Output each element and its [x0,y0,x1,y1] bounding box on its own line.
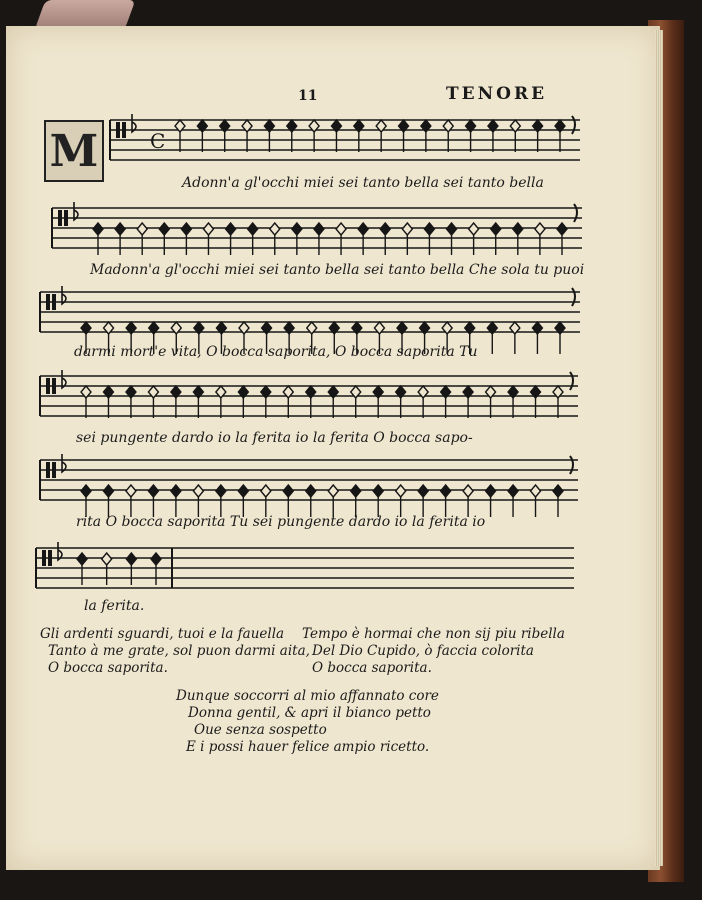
note-head [102,553,112,565]
note-head [137,223,147,235]
note-head [148,485,158,497]
note-head [126,553,136,565]
note-head [93,223,103,235]
flat-sign-icon [62,286,66,304]
note-head [216,485,226,497]
lyric-line-1: Adonn'a gl'occhi miei sei tanto bella sei tanto bella [182,175,544,191]
flat-sign-icon [62,370,66,388]
custos-icon [574,204,577,222]
decorated-initial: M [44,120,104,182]
stanza-left-line-3: O bocca saporita. [48,660,168,676]
note-head [126,485,136,497]
note-head [203,223,213,235]
note-head [508,485,518,497]
note-head [306,485,316,497]
note-head [238,485,248,497]
note-head [151,553,161,565]
note-head [336,223,346,235]
note-head [557,223,567,235]
c-clef-icon [42,550,46,566]
page-number: 11 [298,88,318,104]
note-head [248,223,258,235]
flat-sign-icon [62,454,66,472]
lyric-line-4: sei pungente dardo io la ferita io la ferita O bocca sapo- [76,430,473,446]
note-head [463,485,473,497]
stanza-final-line-4: E i possi hauer felice ampio ricetto. [186,739,430,755]
voice-part-title: TENORE [446,84,548,104]
note-head [351,485,361,497]
c-clef-icon [58,210,62,226]
stanza-right-line-2: Del Dio Cupido, ò faccia colorita [312,643,534,659]
flat-sign-icon [74,202,78,220]
note-head [283,485,293,497]
note-head [447,223,457,235]
note-head [261,485,271,497]
note-head [81,485,91,497]
note-head [535,223,545,235]
custos-icon [570,372,573,390]
c-clef-icon [46,462,50,478]
c-clef-icon [46,378,50,394]
c-clef-icon [64,210,68,226]
note-head [115,223,125,235]
note-head [292,223,302,235]
flat-sign-icon [58,542,62,560]
flat-sign-icon [132,114,136,132]
note-head [486,485,496,497]
stanza-left-line-2: Tanto à me grate, sol puon darmi aita, [48,643,310,659]
note-head [424,223,434,235]
note-head [441,485,451,497]
note-head [171,485,181,497]
note-head [531,485,541,497]
stanza-left-line-1: Gli ardenti sguardi, tuoi e la fauella [40,626,285,642]
stanza-right-line-1: Tempo è hormai che non sij piu ribella [302,626,565,642]
stanza-final-line-2: Donna gentil, & apri il bianco petto [188,705,431,721]
note-head [181,223,191,235]
c-clef-icon [46,294,50,310]
c-clef-icon [116,122,120,138]
mensuration-sign: C [150,129,166,153]
note-head [159,223,169,235]
note-head [358,223,368,235]
lyric-line-2: Madonn'a gl'occhi miei sei tanto bella sei tanto bella Che sola tu puoi [90,262,585,278]
lyric-line-3: darmi mort'e vita, O bocca saporita, O bocca saporita Tu [74,344,478,360]
stanza-final-line-1: Dunque soccorri al mio affannato core [176,688,439,704]
note-head [402,223,412,235]
note-head [373,485,383,497]
lyric-line-5: rita O bocca saporita Tu sei pungente dardo io la ferita io [76,514,486,530]
c-clef-icon [52,378,56,394]
note-head [77,553,87,565]
note-head [314,223,324,235]
note-head [553,485,563,497]
note-head [380,223,390,235]
lyric-line-6: la ferita. [84,598,145,614]
c-clef-icon [52,462,56,478]
note-head [396,485,406,497]
c-clef-icon [52,294,56,310]
note-head [103,485,113,497]
note-head [491,223,501,235]
note-head [469,223,479,235]
c-clef-icon [48,550,52,566]
note-head [226,223,236,235]
note-head [328,485,338,497]
custos-icon [572,116,575,134]
custos-icon [572,288,575,306]
note-head [418,485,428,497]
c-clef-icon [122,122,126,138]
note-head [193,485,203,497]
note-head [513,223,523,235]
custos-icon [570,456,573,474]
stanza-final-line-3: Oue senza sospetto [194,722,327,738]
stanza-right-line-3: O bocca saporita. [312,660,432,676]
note-head [270,223,280,235]
